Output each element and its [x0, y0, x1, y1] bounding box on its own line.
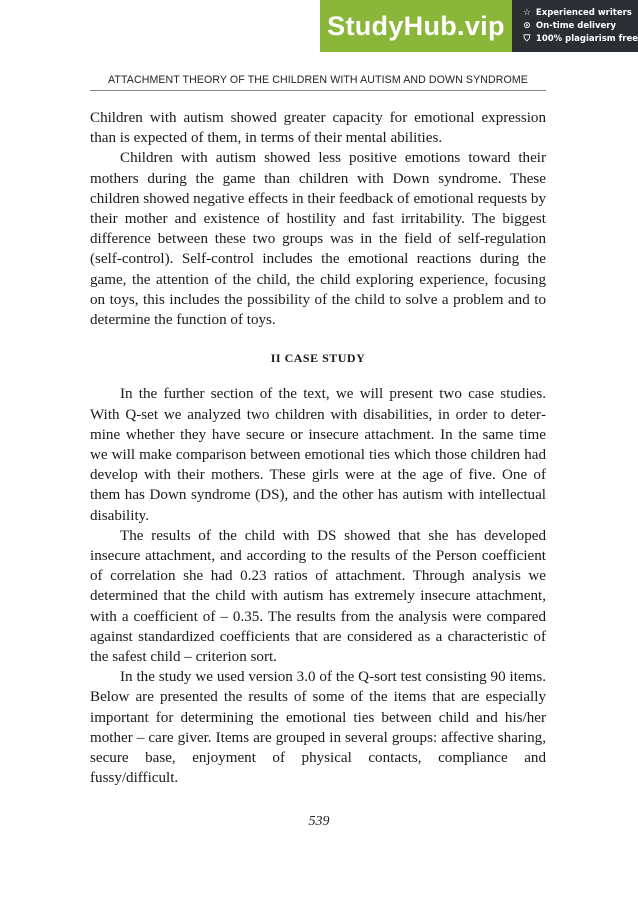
- shield-icon: ⛉: [523, 34, 531, 44]
- paragraph: Children with autism showed greater capacity for emotional expression than is expected of them, in terms of their mental abilities.: [90, 110, 546, 147]
- running-header: ATTACHMENT THEORY OF THE CHILDREN WITH AUTISM AND DOWN SYNDROME: [90, 74, 546, 91]
- feature-label: Experienced writers: [535, 8, 632, 18]
- watermark-banner[interactable]: [320, 0, 638, 52]
- paragraph: In the study we used version 3.0 of the Q-sort test consisting 90 items. Below are presented the results of some of the items that are especially important for determining the emotional ties between child and his/her mother – care giver. Items are grouped in several groups: affective sharing, secure base, enjoyment of physical contacts, compliance and fussy/difficult.: [90, 669, 546, 787]
- feature-label: 100% plagiarism free: [535, 34, 638, 44]
- feature-item: [522, 8, 638, 18]
- paragraph: Children with autism showed less positive emotions toward their mothers during the game than children with Down syndrome. These children showed negative effects in their feedback of emotional requests by their mother and existence of hostility and fast irritability. The biggest difference between these two groups was in the field of self-regulation (self-control). Self-control includes the emotional reactions during the game, the attention of the child, the child exploring experience, focusing on toys, this includes the possibility of the child to solve a problem and to determine the function of toys.: [90, 150, 546, 329]
- paragraph: The results of the child with DS showed that she has developed insecure attachment, and according to the results of the Person coefficient of correlation she had 0.23 ratios of attachment. Through analysis we determined that the child with autism has extremely insecure attachment, with a coefficient of – 0.35. The results from the analysis were compared against standardized coefficients that are considered as a characteristic of the safest child – criterion sort.: [90, 527, 546, 666]
- feature-list: [512, 0, 638, 52]
- brand-logo[interactable]: StudyHub.vip: [320, 0, 512, 52]
- section-heading: II CASE STUDY: [270, 351, 366, 366]
- feature-item: [522, 34, 638, 44]
- star-icon: ☆: [522, 8, 531, 18]
- clock-icon: ⊙: [523, 21, 531, 31]
- page-body: [90, 108, 546, 789]
- page-number: 539: [308, 814, 330, 829]
- feature-item: [522, 21, 638, 31]
- paragraph: In the further section of the text, we will present two case studies. With Q-set we analyzed two children with disabilities, in order to determine whether they have secure or insecure attachment. In the same time we will make comparison between emotional ties which those children had develop with their mothers. These girls were at the age of five. One of them has Down syndrome (DS), and the other has autism with intellectual disability.: [90, 386, 546, 524]
- feature-label: On-time delivery: [535, 21, 616, 31]
